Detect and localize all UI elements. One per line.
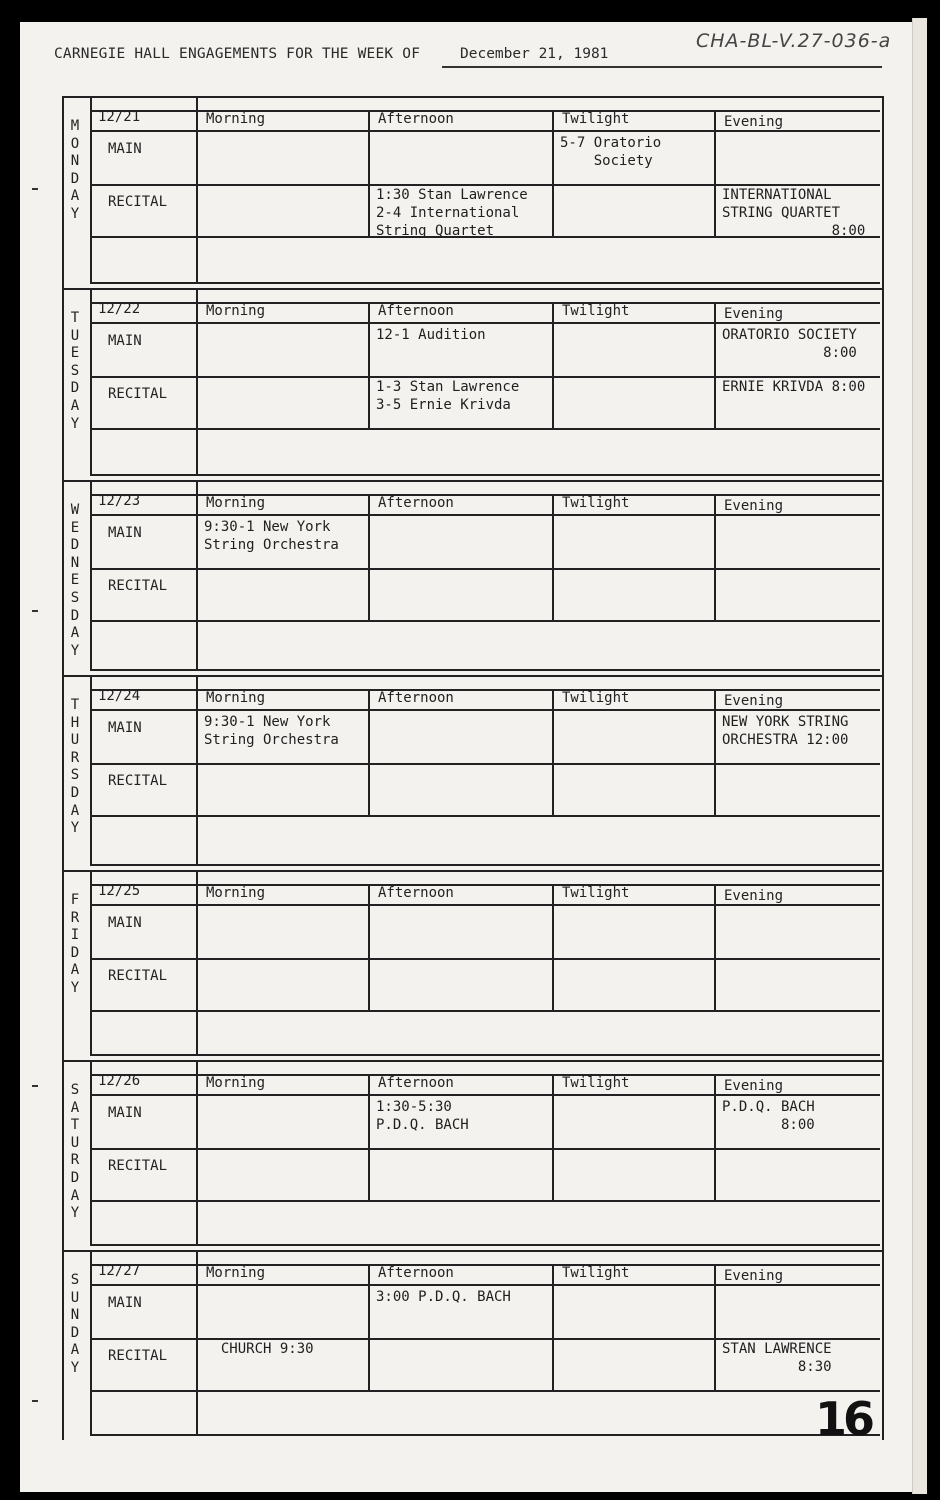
- slot-header-morning: Morning: [206, 1075, 266, 1091]
- slot-header-morning: Morning: [206, 303, 266, 319]
- grid-line: [196, 288, 198, 474]
- day-letter: F: [70, 892, 80, 908]
- grid-line: [368, 689, 370, 815]
- grid-line: [196, 1250, 198, 1434]
- day-letter: S: [70, 1272, 80, 1288]
- grid-line: [196, 870, 198, 1054]
- booking-main-twilight: 5-7 Oratorio Society: [560, 135, 662, 169]
- grid-line: [714, 689, 716, 815]
- day-letter: U: [70, 1289, 80, 1306]
- day-letter: A: [70, 625, 80, 642]
- row-label-main: MAIN: [108, 525, 142, 541]
- grid-line: [368, 1074, 370, 1200]
- grid-line: [552, 494, 554, 620]
- slot-header-morning: Morning: [206, 1265, 266, 1281]
- booking-recital-morning: CHURCH 9:30: [204, 1341, 314, 1357]
- row-label-recital: RECITAL: [108, 968, 168, 984]
- day-letter: U: [70, 327, 80, 344]
- day-letter: Y: [70, 415, 80, 432]
- day-letter: T: [70, 310, 80, 326]
- slot-header-evening: Evening: [724, 498, 784, 514]
- grid-line: [552, 884, 554, 1010]
- grid-line: [552, 1074, 554, 1200]
- row-label-main: MAIN: [108, 720, 142, 736]
- slot-header-twilight: Twilight: [562, 111, 630, 127]
- day-letter: A: [70, 1099, 80, 1116]
- slot-header-twilight: Twilight: [562, 1265, 630, 1281]
- booking-main-morning: 9:30-1 New York String Orchestra: [204, 714, 339, 748]
- grid-line: [90, 864, 880, 866]
- day-name-vertical: [64, 1082, 86, 1223]
- booking-main-morning: 9:30-1 New York String Orchestra: [204, 519, 339, 553]
- day-letter: Y: [70, 979, 80, 996]
- grid-line: [552, 689, 554, 815]
- row-label-main: MAIN: [108, 333, 142, 349]
- row-label-recital: RECITAL: [108, 194, 168, 210]
- day-letter: S: [70, 589, 80, 606]
- grid-line: [714, 302, 716, 428]
- booking-main-afternoon: 3:00 P.D.Q. BACH: [376, 1289, 511, 1305]
- day-name-vertical: [64, 1272, 86, 1378]
- booking-main-evening: NEW YORK STRING ORCHESTRA 12:00: [722, 714, 849, 748]
- slot-header-morning: Morning: [206, 111, 266, 127]
- grid-line: [90, 709, 880, 711]
- booking-main-evening: ORATORIO SOCIETY 8:00: [722, 327, 857, 361]
- day-letter: D: [70, 607, 80, 624]
- row-label-recital: RECITAL: [108, 386, 168, 402]
- day-letter: E: [70, 345, 80, 362]
- day-block: [62, 1060, 884, 1250]
- grid-line: [90, 763, 880, 765]
- grid-line: [90, 1244, 880, 1246]
- day-letter: Y: [70, 1205, 80, 1222]
- slot-header-evening: Evening: [724, 1268, 784, 1284]
- grid-line: [714, 494, 716, 620]
- day-letter: Y: [70, 820, 80, 837]
- day-name-vertical: [64, 118, 86, 224]
- day-letter: S: [70, 1082, 80, 1098]
- slot-header-evening: Evening: [724, 888, 784, 904]
- grid-line: [90, 904, 880, 906]
- grid-line: [90, 96, 92, 282]
- grid-line: [368, 1264, 370, 1390]
- row-label-main: MAIN: [108, 141, 142, 157]
- day-letter: N: [70, 1307, 80, 1324]
- margin-mark: [32, 610, 38, 612]
- day-letter: M: [70, 118, 80, 134]
- slot-header-afternoon: Afternoon: [378, 885, 454, 901]
- grid-line: [90, 428, 880, 430]
- grid-line: [90, 282, 880, 284]
- grid-line: [90, 669, 880, 671]
- grid-line: [368, 302, 370, 428]
- slot-header-morning: Morning: [206, 495, 266, 511]
- grid-line: [714, 884, 716, 1010]
- day-letter: A: [70, 397, 80, 414]
- day-date: 12/24: [98, 688, 141, 704]
- grid-line: [90, 1148, 880, 1150]
- day-letter: D: [70, 380, 80, 397]
- grid-line: [552, 110, 554, 236]
- day-letter: A: [70, 802, 80, 819]
- week-underline: [442, 66, 882, 68]
- slot-header-morning: Morning: [206, 690, 266, 706]
- grid-line: [90, 1060, 92, 1244]
- page-number: 16: [815, 1392, 872, 1446]
- grid-line: [714, 110, 716, 236]
- grid-line: [196, 480, 198, 669]
- grid-line: [196, 96, 198, 282]
- day-letter: R: [70, 1152, 80, 1169]
- day-letter: D: [70, 944, 80, 961]
- day-letter: I: [70, 927, 80, 944]
- page-edge: [912, 18, 927, 1494]
- grid-line: [90, 322, 880, 324]
- grid-line: [90, 480, 92, 669]
- day-letter: A: [70, 962, 80, 979]
- grid-line: [90, 1010, 880, 1012]
- slot-header-twilight: Twilight: [562, 885, 630, 901]
- grid-line: [90, 514, 880, 516]
- grid-line: [90, 1200, 880, 1202]
- day-letter: D: [70, 1324, 80, 1341]
- slot-header-afternoon: Afternoon: [378, 1075, 454, 1091]
- day-letter: D: [70, 537, 80, 554]
- grid-line: [90, 288, 92, 474]
- day-block: [62, 480, 884, 675]
- document-header: CARNEGIE HALL ENGAGEMENTS FOR THE WEEK OF: [54, 46, 421, 62]
- slot-header-afternoon: Afternoon: [378, 495, 454, 511]
- grid-line: [90, 1284, 880, 1286]
- day-letter: S: [70, 362, 80, 379]
- slot-header-evening: Evening: [724, 306, 784, 322]
- day-letter: T: [70, 697, 80, 713]
- day-letter: D: [70, 784, 80, 801]
- day-block: [62, 870, 884, 1060]
- day-date: 12/26: [98, 1073, 141, 1089]
- booking-recital-evening: STAN LAWRENCE 8:30: [722, 1341, 832, 1375]
- grid-line: [90, 1434, 880, 1436]
- day-letter: D: [70, 1169, 80, 1186]
- grid-line: [90, 568, 880, 570]
- day-date: 12/23: [98, 493, 141, 509]
- grid-line: [90, 675, 92, 864]
- grid-line: [90, 1250, 92, 1434]
- row-label-main: MAIN: [108, 1295, 142, 1311]
- grid-line: [368, 884, 370, 1010]
- day-letter: U: [70, 732, 80, 749]
- row-label-recital: RECITAL: [108, 578, 168, 594]
- day-name-vertical: [64, 310, 86, 433]
- day-letter: T: [70, 1117, 80, 1134]
- day-letter: Y: [70, 642, 80, 659]
- slot-header-twilight: Twilight: [562, 1075, 630, 1091]
- grid-line: [90, 130, 880, 132]
- day-block: [62, 1250, 884, 1440]
- grid-line: [196, 675, 198, 864]
- grid-line: [90, 1094, 880, 1096]
- slot-header-afternoon: Afternoon: [378, 111, 454, 127]
- slot-header-evening: Evening: [724, 114, 784, 130]
- row-label-recital: RECITAL: [108, 773, 168, 789]
- day-letter: A: [70, 188, 80, 205]
- day-block: [62, 675, 884, 870]
- slot-header-twilight: Twilight: [562, 690, 630, 706]
- grid-line: [90, 1390, 880, 1392]
- day-letter: R: [70, 749, 80, 766]
- day-letter: A: [70, 1342, 80, 1359]
- booking-recital-evening: INTERNATIONAL STRING QUARTET 8:00: [722, 187, 866, 239]
- grid-line: [90, 620, 880, 622]
- grid-line: [196, 1060, 198, 1244]
- day-letter: A: [70, 1187, 80, 1204]
- booking-recital-evening: ERNIE KRIVDA 8:00: [722, 379, 866, 395]
- day-letter: Y: [70, 205, 80, 222]
- week-of-date: December 21, 1981: [460, 46, 609, 62]
- booking-main-afternoon: 12-1 Audition: [376, 327, 486, 343]
- grid-line: [90, 1054, 880, 1056]
- day-date: 12/25: [98, 883, 141, 899]
- day-letter: S: [70, 767, 80, 784]
- day-letter: E: [70, 519, 80, 536]
- day-letter: E: [70, 572, 80, 589]
- day-block: [62, 288, 884, 480]
- grid-line: [552, 1264, 554, 1390]
- slot-header-afternoon: Afternoon: [378, 690, 454, 706]
- grid-line: [714, 1074, 716, 1200]
- row-label-main: MAIN: [108, 915, 142, 931]
- row-label-recital: RECITAL: [108, 1348, 168, 1364]
- slot-header-twilight: Twilight: [562, 303, 630, 319]
- margin-mark: [32, 188, 38, 190]
- day-letter: D: [70, 170, 80, 187]
- grid-line: [368, 494, 370, 620]
- day-date: 12/22: [98, 301, 141, 317]
- row-label-recital: RECITAL: [108, 1158, 168, 1174]
- grid-line: [90, 815, 880, 817]
- grid-line: [368, 110, 370, 236]
- day-date: 12/27: [98, 1263, 141, 1279]
- slot-header-evening: Evening: [724, 1078, 784, 1094]
- booking-recital-afternoon: 1:30 Stan Lawrence 2-4 International String Quartet: [376, 187, 528, 239]
- day-letter: Y: [70, 1359, 80, 1376]
- grid-line: [714, 1264, 716, 1390]
- day-letter: W: [70, 502, 80, 518]
- grid-line: [90, 474, 880, 476]
- grid-line: [90, 958, 880, 960]
- slot-header-morning: Morning: [206, 885, 266, 901]
- day-block: [62, 96, 884, 288]
- day-letter: N: [70, 153, 80, 170]
- day-letter: R: [70, 909, 80, 926]
- slot-header-afternoon: Afternoon: [378, 1265, 454, 1281]
- margin-mark: [32, 1085, 38, 1087]
- day-letter: H: [70, 714, 80, 731]
- day-name-vertical: [64, 502, 86, 660]
- slot-header-evening: Evening: [724, 693, 784, 709]
- day-name-vertical: [64, 697, 86, 838]
- row-label-main: MAIN: [108, 1105, 142, 1121]
- grid-line: [90, 870, 92, 1054]
- margin-mark: [32, 1400, 38, 1402]
- booking-main-afternoon: 1:30-5:30 P.D.Q. BACH: [376, 1099, 469, 1133]
- booking-main-evening: P.D.Q. BACH 8:00: [722, 1099, 815, 1133]
- day-letter: N: [70, 554, 80, 571]
- slot-header-twilight: Twilight: [562, 495, 630, 511]
- day-name-vertical: [64, 892, 86, 998]
- day-letter: O: [70, 135, 80, 152]
- slot-header-afternoon: Afternoon: [378, 303, 454, 319]
- day-date: 12/21: [98, 109, 141, 125]
- archive-reference: CHA-BL-V.27-036-a: [696, 30, 892, 52]
- booking-recital-afternoon: 1-3 Stan Lawrence 3-5 Ernie Krivda: [376, 379, 520, 413]
- day-letter: U: [70, 1134, 80, 1151]
- grid-line: [552, 302, 554, 428]
